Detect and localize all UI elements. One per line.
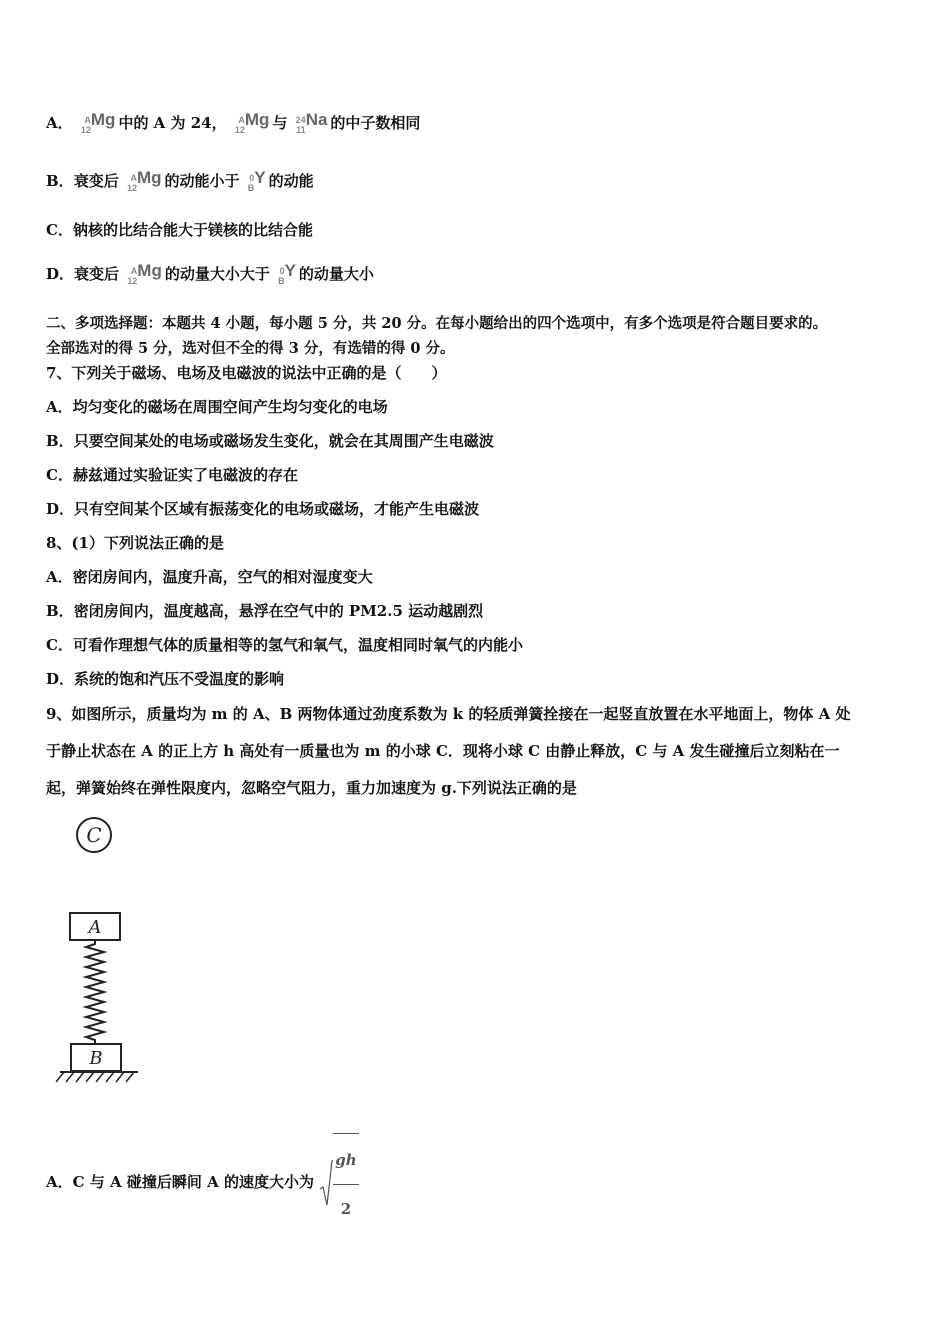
section-heading-line1: 二、多项选择题：本题共 4 小题，每小题 5 分，共 20 分。在每小题给出的四个选项中，有多个选项是符合题目要求的。: [46, 315, 828, 332]
nuclide-mg: A 12 Mg: [234, 110, 270, 135]
q6-option-a: A． A 12 Mg 中的 A 为 24， A 12 Mg 与 24 11 Na 的中子数相同: [46, 110, 421, 135]
q8-option-a: A．密闭房间内，温度升高，空气的相对湿度变大: [46, 568, 373, 586]
q8-stem: 8、(1）下列说法正确的是: [46, 534, 224, 552]
q9-stem-line2: 于静止状态在 A 的正上方 h 高处有一质量也为 m 的小球 C．现将小球 C 由静止释放，C 与 A 发生碰撞后立刻粘在一: [46, 742, 840, 760]
nuclide-mg: A 12 Mg: [127, 261, 162, 286]
q6-option-d: D．衰变后 A 12 Mg 的动量大小大于 0 B Y 的动量大小: [46, 261, 374, 286]
q8-option-c: C．可看作理想气体的质量相等的氢气和氧气，温度相同时氧气的内能小: [46, 636, 523, 654]
q6-option-b: B．衰变后 A 12 Mg 的动能小于 0 B Y 的动能: [46, 168, 314, 193]
option-letter: A．: [46, 114, 73, 132]
section-heading-line2: 全部选对的得 5 分，选对但不全的得 3 分，有选错的得 0 分。: [46, 340, 455, 357]
nuclide-mg: A 12 Mg: [126, 168, 162, 193]
q7-option-a: A．均匀变化的磁场在周围空间产生均匀变化的电场: [46, 398, 388, 416]
q9-stem-line1: 9、如图所示，质量均为 m 的 A、B 两物体通过劲度系数为 k 的轻质弹簧拴接在一起竖直放置在水平地面上，物体 A 处: [46, 705, 851, 723]
nuclide-y: 0 B Y: [278, 261, 296, 286]
q8-option-b: B．密闭房间内，温度越高，悬浮在空气中的 PM2.5 运动越剧烈: [46, 602, 484, 620]
nuclide-y: 0 B Y: [247, 168, 266, 193]
q9-option-a: A．C 与 A 碰撞后瞬间 A 的速度大小为 $\frac{gh}{2}$: [46, 1133, 359, 1183]
q7-stem: 7、下列关于磁场、电场及电磁波的说法中正确的是（ ）: [46, 364, 447, 382]
q7-option-c: C．赫兹通过实验证实了电磁波的存在: [46, 466, 298, 484]
q8-option-d: D．系统的饱和汽压不受温度的影响: [46, 670, 285, 688]
sqrt-expression: $\frac{gh}{2}$: [319, 1133, 358, 1233]
radical-sign: [319, 1159, 333, 1207]
ground-hatching: [56, 1072, 134, 1082]
spring: [86, 940, 104, 1044]
nuclide-na: 24 11 Na: [295, 110, 328, 135]
q7-option-b: B．只要空间某处的电场或磁场发生变化，就会在其周围产生电磁波: [46, 432, 494, 450]
block-a-label: A: [88, 917, 102, 938]
q6-option-c: C．钠核的比结合能大于镁核的比结合能: [46, 221, 313, 239]
q7-option-d: D．只有空间某个区域有振荡变化的电场或磁场，才能产生电磁波: [46, 500, 480, 518]
spring-figure: [50, 812, 150, 1092]
q9-stem-line3: 起，弹簧始终在弹性限度内，忽略空气阻力，重力加速度为 g.下列说法正确的是: [46, 779, 577, 797]
block-b-label: B: [89, 1048, 103, 1069]
nuclide-mg: A 12 Mg: [80, 110, 116, 135]
ball-c-label: C: [86, 823, 102, 847]
